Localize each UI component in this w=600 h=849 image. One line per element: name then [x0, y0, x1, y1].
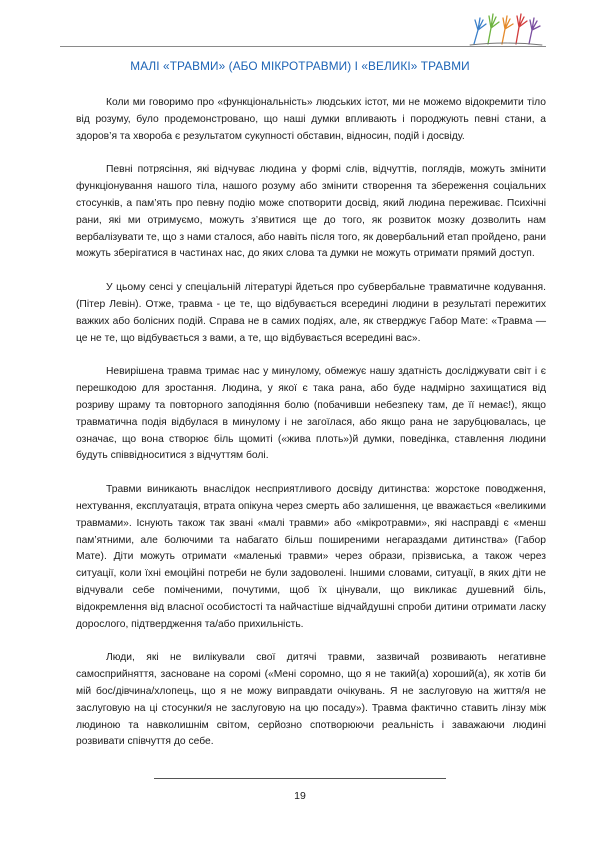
header-divider — [60, 46, 546, 47]
paragraph-5: Травми виникають внаслідок несприятливого досвіду дитинства: жорстоке поводження, нехтування, експлуатація, втрата опікуна через смерть або залишення, це вважається «великими травмами». Існують також так звані «малі травми» або «мікротравми», які насправді є «менш пам’ятними, але болючими та набагато більш поширеними негараздами дитинства» (Габор Мате). Діти можуть отримати «маленькі травми» через образи, прізвиська, а також через ситуації, коли їхні емоційні потреби не були задоволені. Іншими словами, ситуації, в яких діти не відчували себе поміченими, почутими, щоб їх цінували, що викликає душевний біль, відокремлення від власної особистості та найчастіше відчайдушні спроби дитини отримати ласку дорослого, підтвердження та/або прихильність. — [76, 484, 546, 630]
footer-divider — [154, 778, 446, 779]
paragraph-3: У цьому сенсі у спеціальній літературі йдеться про субвербальне травматичне кодування. (Пітер Левін). Отже, травма - це те, що відбувається всередині людини в результаті пережитих важких або болісних подій. Справа не в самих подіях, але, як стверджує Габор Мате: «Травма — це не те, що відбувається з вами, а те, що відбувається всередині вас». — [76, 282, 546, 344]
raised-hands-logo — [468, 8, 544, 48]
paragraph-2: Певні потрясіння, які відчуває людина у формі слів, відчуттів, поглядів, можуть змінити функціонування нашого тіла, нашого розуму або змінити створення та збереження соціальних стосунків, а пам’ять про певну подію може спотворити досвід, який людина переживає. Психічні рани, які ми отримуємо, можуть з’явитися ще до того, як розвиток мозку дозволить нам вербалізувати те, що з нами сталося, або навіть після того, як довербальний етап пройдено, рани можуть зберігатися в частинах нас, до яких слова та думки не можуть отримати прямий доступ. — [76, 164, 546, 260]
page-title: МАЛІ «ТРАВМИ» (АБО МІКРОТРАВМИ) І «ВЕЛИКІ» ТРАВМИ — [130, 59, 470, 73]
document-body — [76, 95, 546, 768]
paragraph-6: Люди, які не вилікували свої дитячі травми, зазвичай розвивають негативне самосприйняття, засноване на соромі («Мені соромно, що я не такий(а) хороший(а), як хотів би мій бос/дівчина/хлопець, що я не можу виправдати очікувань. Я не заслуговую на життя/я не заслуговую на ці стосунки/я не заслуговую на цю посаду»). Травма фактично ставить лінзу між людиною та навколишнім світом, серйозно спотворюючи реальність і заважаючи людині розвивати співчуття до себе. — [76, 652, 546, 748]
paragraph-1: Коли ми говоримо про «функціональність» людських істот, ми не можемо відокремити тіло від розуму, було продемонстровано, що наші думки впливають і породжують певні стани, а здоров’я та хвороба є результатом сукупності обставин, відносин, подій і досвіду. — [76, 97, 546, 142]
page-number: 19 — [294, 790, 306, 802]
paragraph-4: Невирішена травма тримає нас у минулому, обмежує нашу здатність досліджувати світ і є перешкодою для зростання. Людина, у якої є така рана, або буде надмірно захищатися від розриву шраму та повторного заподіяння болю (побачивши небезпеку там, де її немає!), якщо травматична подія відбулася в минулому і не загоїлася, або якщо рана не зарубцювалась, це означає, що вона створює біль щомиті («жива плоть»)й думки, поведінка, ставлення людини будуть співвідноситися з відчуттям болі. — [76, 366, 546, 462]
